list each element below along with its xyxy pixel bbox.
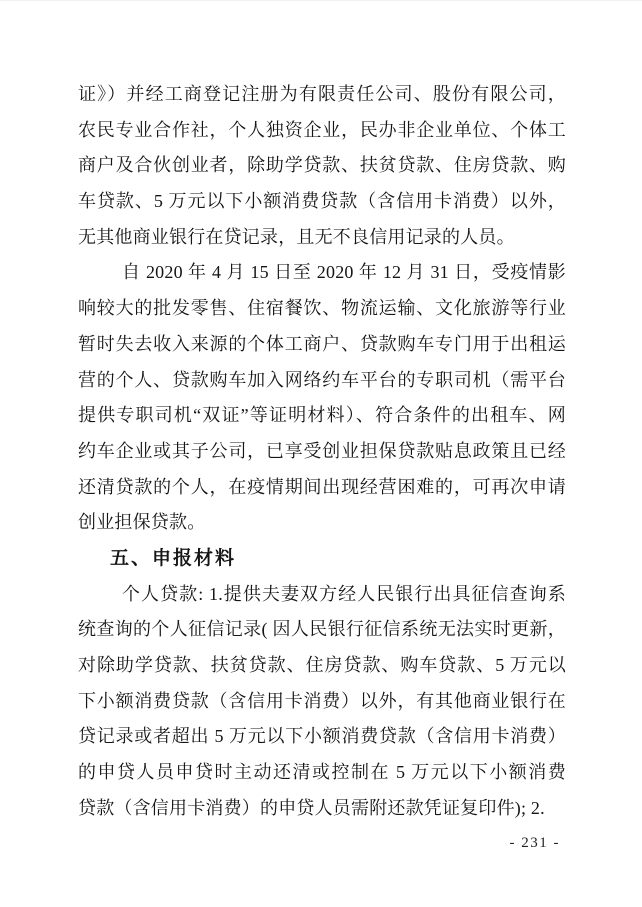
- paragraph: [78, 577, 566, 827]
- paragraph: [78, 77, 566, 255]
- text-line: 贷款（含信用卡消费）的申贷人员需附还款凭证复印件); 2.: [78, 797, 545, 818]
- text-line: 无其他商业银行在贷记录，且无不良信用记录的人员。: [78, 226, 515, 247]
- text-line: 贷记录或者超出 5 万元以下小额消费贷款（含信用卡消费）: [78, 726, 566, 747]
- text-line: 对除助学贷款、扶贫贷款、住房贷款、购车贷款、5 万元以: [78, 655, 566, 675]
- text-line: 统查询的个人征信记录( 因人民银行征信系统无法实时更新，: [78, 619, 566, 640]
- text-line: 营的个人、贷款购车加入网络约车平台的专职司机（需平台: [78, 369, 566, 390]
- text-line: 农民专业合作社，个人独资企业，民办非企业单位、个体工: [78, 119, 566, 140]
- text-line: 还清贷款的个人，在疫情期间出现经营困难的，可再次申请: [78, 476, 566, 497]
- text-line: 下小额消费贷款（含信用卡消费）以外，有其他商业银行在: [78, 690, 566, 711]
- text-body: [78, 77, 566, 862]
- text-line: 车贷款、5 万元以下小额消费贷款（含信用卡消费）以外，: [78, 191, 566, 212]
- text-line: 暂时失去收入来源的个体工商户、贷款购车专门用于出租运: [78, 333, 566, 354]
- page-number: - 231 -: [509, 835, 560, 852]
- section-heading: 五、申报材料: [110, 547, 237, 569]
- text-line: 的申贷人员申贷时主动还清或控制在 5 万元以下小额消费: [78, 762, 566, 783]
- text-line: 约车企业或其子公司，已享受创业担保贷款贴息政策且已经: [78, 440, 566, 461]
- text-line: 个人贷款: 1.提供夫妻双方经人民银行出具征信查询系: [122, 583, 566, 604]
- text-line: 提供专职司机“双证”等证明材料）、符合条件的出租车、网: [78, 405, 566, 426]
- text-line: 商户及合伙创业者，除助学贷款、扶贫贷款、住房贷款、购: [78, 155, 566, 176]
- text-line: 创业担保贷款。: [78, 512, 206, 533]
- text-line: 自 2020 年 4 月 15 日至 2020 年 12 月 31 日，受疫情影: [122, 262, 566, 283]
- text-line: 响较大的批发零售、住宿餐饮、物流运输、文化旅游等行业: [78, 298, 566, 319]
- paragraph: [78, 255, 566, 541]
- text-line: 证》）并经工商登记注册为有限责任公司、股份有限公司，: [78, 84, 566, 104]
